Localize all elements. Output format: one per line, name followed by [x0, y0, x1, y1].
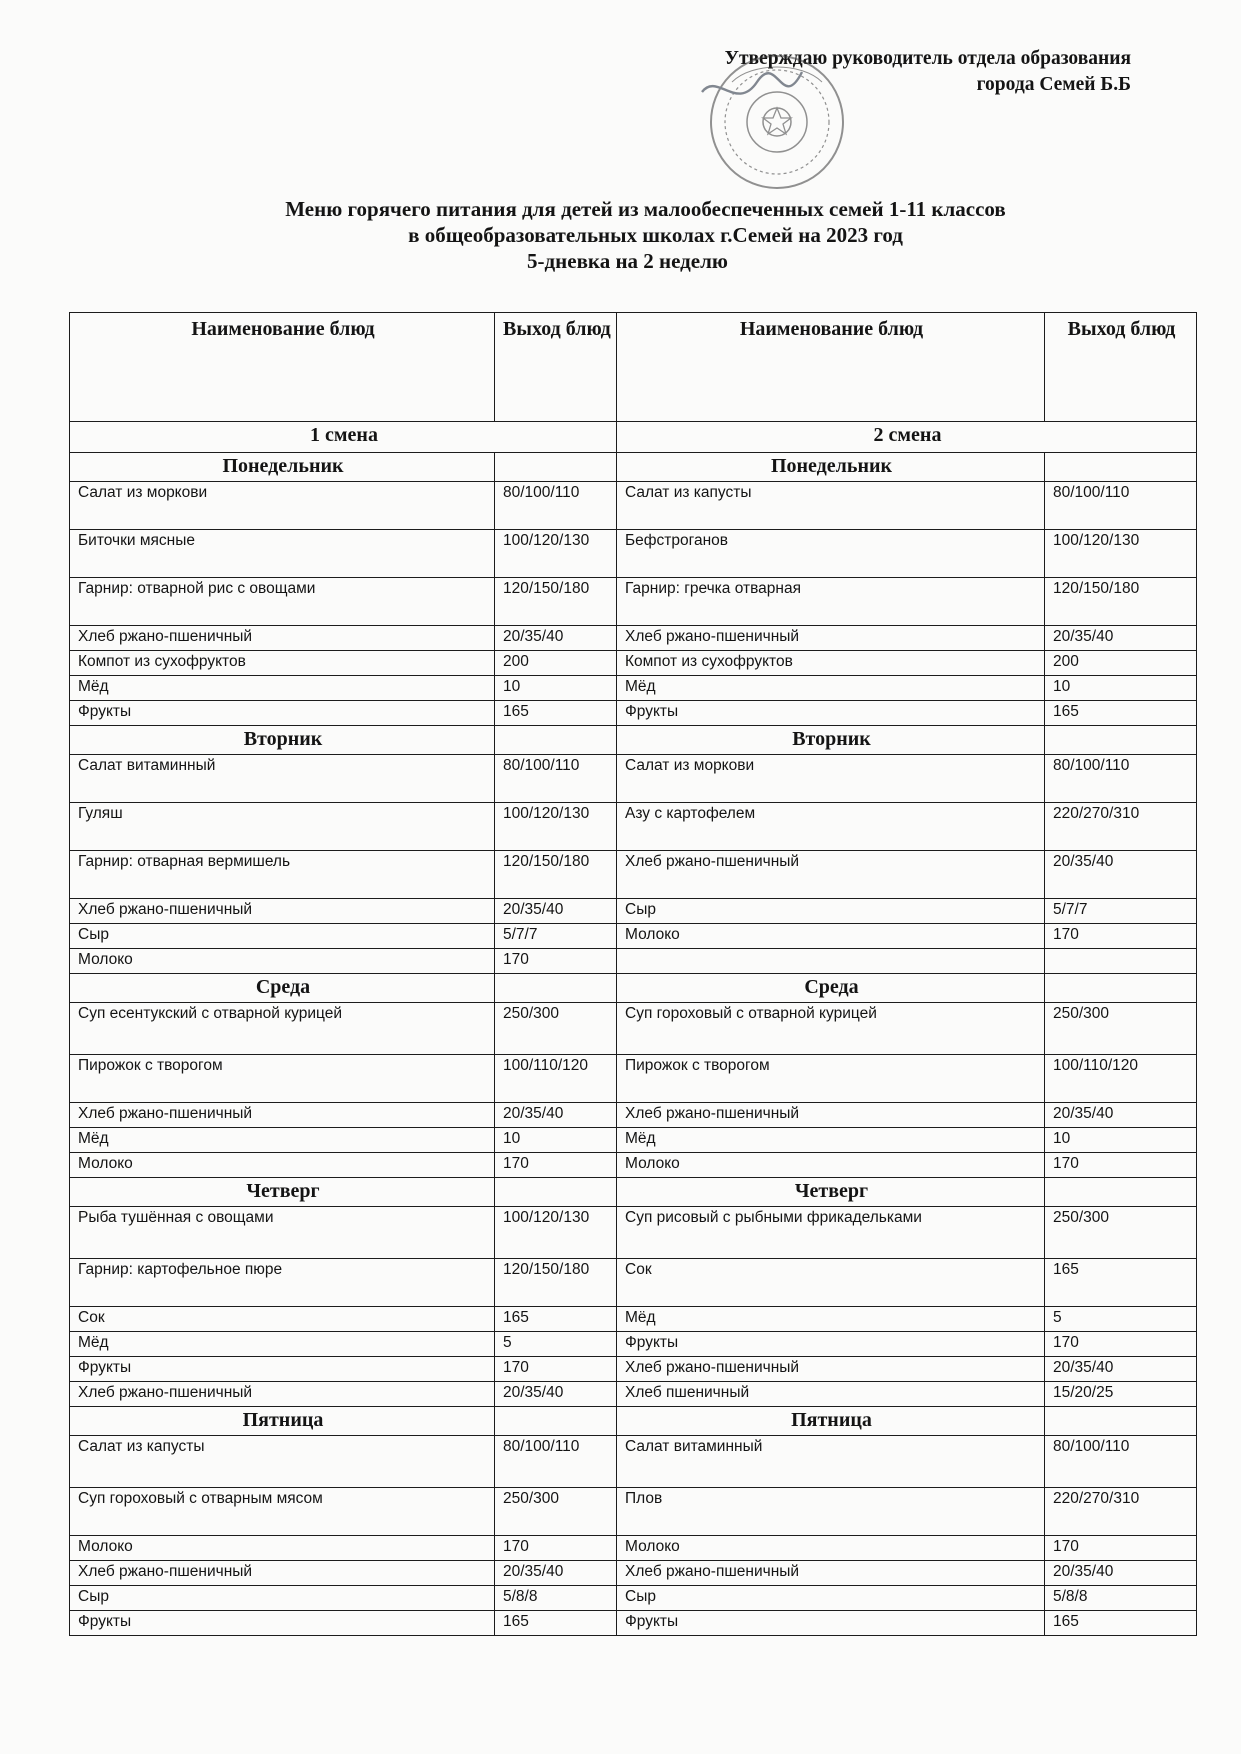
menu-row — [70, 1259, 1197, 1307]
menu-row — [70, 701, 1197, 726]
day-empty-cell — [495, 726, 617, 755]
dish-yield-shift-1: 250/300 — [495, 1488, 617, 1536]
dish-yield-shift-2: 220/270/310 — [1045, 1488, 1197, 1536]
dish-name-shift-1: Фрукты — [70, 1611, 495, 1636]
menu-row — [70, 755, 1197, 803]
dish-name-shift-1: Сок — [70, 1307, 495, 1332]
menu-row — [70, 1332, 1197, 1357]
dish-name-shift-1: Сыр — [70, 924, 495, 949]
dish-name-shift-1: Гуляш — [70, 803, 495, 851]
dish-name-shift-1: Хлеб ржано-пшеничный — [70, 1561, 495, 1586]
dish-name-shift-2: Мёд — [617, 1307, 1045, 1332]
dish-yield-shift-2: 250/300 — [1045, 1003, 1197, 1055]
dish-yield-shift-2: 165 — [1045, 1259, 1197, 1307]
dish-name-shift-2: Азу с картофелем — [617, 803, 1045, 851]
day-name-shift-1: Среда — [70, 974, 495, 1003]
menu-row — [70, 1436, 1197, 1488]
dish-yield-shift-1: 5/8/8 — [495, 1586, 617, 1611]
dish-name-shift-2: Мёд — [617, 1128, 1045, 1153]
day-row-wednesday — [70, 974, 1197, 1003]
dish-yield-shift-2: 20/35/40 — [1045, 1103, 1197, 1128]
day-empty-cell — [1045, 453, 1197, 482]
menu-row — [70, 899, 1197, 924]
approval-line-2: города Семей Б.Б — [976, 74, 1131, 95]
dish-name-shift-1: Суп есентукский с отварной курицей — [70, 1003, 495, 1055]
dish-yield-shift-2: 80/100/110 — [1045, 755, 1197, 803]
menu-row — [70, 1103, 1197, 1128]
dish-yield-shift-2: 5/7/7 — [1045, 899, 1197, 924]
day-empty-cell — [495, 453, 617, 482]
dish-yield-shift-2: 10 — [1045, 676, 1197, 701]
dish-name-shift-1: Фрукты — [70, 1357, 495, 1382]
title-line-3: 5-дневка на 2 неделю — [527, 249, 728, 273]
menu-row — [70, 1128, 1197, 1153]
menu-row — [70, 1055, 1197, 1103]
dish-name-shift-2: Суп гороховый с отварной курицей — [617, 1003, 1045, 1055]
dish-yield-shift-2 — [1045, 949, 1197, 974]
dish-name-shift-1: Гарнир: картофельное пюре — [70, 1259, 495, 1307]
menu-row — [70, 924, 1197, 949]
dish-name-shift-2: Компот из сухофруктов — [617, 651, 1045, 676]
dish-name-shift-2: Фрукты — [617, 1332, 1045, 1357]
dish-name-shift-2: Хлеб ржано-пшеничный — [617, 1561, 1045, 1586]
dish-name-shift-2: Молоко — [617, 924, 1045, 949]
dish-name-shift-2: Суп рисовый с рыбными фрикадельками — [617, 1207, 1045, 1259]
day-empty-cell — [495, 1178, 617, 1207]
header-row — [70, 313, 1197, 422]
approval-line-1: Утверждаю руководитель отдела образования — [724, 48, 1131, 69]
dish-yield-shift-2: 80/100/110 — [1045, 1436, 1197, 1488]
dish-name-shift-1: Молоко — [70, 1153, 495, 1178]
dish-name-shift-1: Пирожок с творогом — [70, 1055, 495, 1103]
header-dish-1: Наименование блюд — [70, 313, 495, 422]
dish-yield-shift-2: 220/270/310 — [1045, 803, 1197, 851]
dish-yield-shift-1: 170 — [495, 1153, 617, 1178]
dish-yield-shift-2: 100/110/120 — [1045, 1055, 1197, 1103]
day-row-tuesday — [70, 726, 1197, 755]
dish-yield-shift-1: 80/100/110 — [495, 1436, 617, 1488]
dish-yield-shift-1: 20/35/40 — [495, 1382, 617, 1407]
dish-name-shift-2: Молоко — [617, 1153, 1045, 1178]
menu-row — [70, 1307, 1197, 1332]
menu-row — [70, 1207, 1197, 1259]
day-empty-cell — [495, 974, 617, 1003]
day-row-friday — [70, 1407, 1197, 1436]
day-row-monday — [70, 453, 1197, 482]
dish-yield-shift-2: 20/35/40 — [1045, 626, 1197, 651]
dish-name-shift-1: Молоко — [70, 1536, 495, 1561]
menu-row — [70, 1586, 1197, 1611]
day-empty-cell — [1045, 1178, 1197, 1207]
dish-yield-shift-2: 165 — [1045, 1611, 1197, 1636]
dish-yield-shift-1: 120/150/180 — [495, 1259, 617, 1307]
dish-name-shift-1: Биточки мясные — [70, 530, 495, 578]
dish-yield-shift-1: 170 — [495, 949, 617, 974]
dish-name-shift-1: Компот из сухофруктов — [70, 651, 495, 676]
dish-name-shift-2: Сок — [617, 1259, 1045, 1307]
day-empty-cell — [1045, 974, 1197, 1003]
dish-name-shift-1: Хлеб ржано-пшеничный — [70, 1382, 495, 1407]
dish-name-shift-2: Хлеб ржано-пшеничный — [617, 1357, 1045, 1382]
dish-name-shift-2: Сыр — [617, 1586, 1045, 1611]
dish-yield-shift-1: 5 — [495, 1332, 617, 1357]
dish-yield-shift-2: 80/100/110 — [1045, 482, 1197, 530]
dish-yield-shift-1: 80/100/110 — [495, 755, 617, 803]
dish-yield-shift-1: 20/35/40 — [495, 1103, 617, 1128]
day-row-thursday — [70, 1178, 1197, 1207]
dish-yield-shift-1: 20/35/40 — [495, 1561, 617, 1586]
day-name-shift-1: Вторник — [70, 726, 495, 755]
shift-row — [70, 422, 1197, 453]
dish-yield-shift-2: 250/300 — [1045, 1207, 1197, 1259]
day-empty-cell — [495, 1407, 617, 1436]
menu-row — [70, 1003, 1197, 1055]
dish-name-shift-1: Салат из капусты — [70, 1436, 495, 1488]
dish-yield-shift-1: 20/35/40 — [495, 899, 617, 924]
menu-row — [70, 651, 1197, 676]
dish-yield-shift-1: 165 — [495, 701, 617, 726]
day-name-shift-2: Понедельник — [617, 453, 1045, 482]
dish-name-shift-1: Салат из моркови — [70, 482, 495, 530]
menu-row — [70, 1561, 1197, 1586]
dish-name-shift-1: Хлеб ржано-пшеничный — [70, 1103, 495, 1128]
dish-name-shift-2: Салат из моркови — [617, 755, 1045, 803]
menu-row — [70, 1153, 1197, 1178]
title-line-1: Меню горячего питания для детей из малообеспеченных семей 1-11 классов — [285, 197, 1006, 221]
dish-name-shift-2: Молоко — [617, 1536, 1045, 1561]
dish-yield-shift-2: 200 — [1045, 651, 1197, 676]
dish-name-shift-2: Фрукты — [617, 1611, 1045, 1636]
dish-yield-shift-1: 120/150/180 — [495, 578, 617, 626]
dish-name-shift-1: Салат витаминный — [70, 755, 495, 803]
header-yield-2: Выход блюд — [1045, 313, 1197, 422]
menu-row — [70, 676, 1197, 701]
dish-name-shift-1: Сыр — [70, 1586, 495, 1611]
menu-row — [70, 1357, 1197, 1382]
dish-name-shift-2: Фрукты — [617, 701, 1045, 726]
dish-yield-shift-2: 165 — [1045, 701, 1197, 726]
dish-name-shift-1: Мёд — [70, 1332, 495, 1357]
day-name-shift-2: Вторник — [617, 726, 1045, 755]
menu-row — [70, 530, 1197, 578]
dish-name-shift-1: Рыба тушённая с овощами — [70, 1207, 495, 1259]
approval-block — [571, 46, 1131, 98]
dish-yield-shift-1: 100/120/130 — [495, 530, 617, 578]
dish-yield-shift-1: 170 — [495, 1357, 617, 1382]
menu-row — [70, 851, 1197, 899]
dish-name-shift-2: Гарнир: гречка отварная — [617, 578, 1045, 626]
day-empty-cell — [1045, 1407, 1197, 1436]
dish-name-shift-1: Фрукты — [70, 701, 495, 726]
menu-row — [70, 482, 1197, 530]
dish-yield-shift-1: 10 — [495, 1128, 617, 1153]
dish-name-shift-1: Гарнир: отварная вермишель — [70, 851, 495, 899]
dish-name-shift-2: Мёд — [617, 676, 1045, 701]
dish-name-shift-1: Суп гороховый с отварным мясом — [70, 1488, 495, 1536]
dish-yield-shift-2: 170 — [1045, 1332, 1197, 1357]
dish-name-shift-2: Салат из капусты — [617, 482, 1045, 530]
dish-name-shift-2: Пирожок с творогом — [617, 1055, 1045, 1103]
dish-name-shift-1: Молоко — [70, 949, 495, 974]
dish-yield-shift-2: 10 — [1045, 1128, 1197, 1153]
dish-yield-shift-2: 170 — [1045, 1153, 1197, 1178]
dish-yield-shift-2: 170 — [1045, 1536, 1197, 1561]
dish-yield-shift-1: 165 — [495, 1307, 617, 1332]
dish-yield-shift-1: 100/120/130 — [495, 1207, 617, 1259]
dish-yield-shift-1: 250/300 — [495, 1003, 617, 1055]
day-name-shift-1: Понедельник — [70, 453, 495, 482]
day-name-shift-2: Среда — [617, 974, 1045, 1003]
header-yield-1: Выход блюд — [495, 313, 617, 422]
dish-yield-shift-1: 5/7/7 — [495, 924, 617, 949]
dish-name-shift-2: Хлеб ржано-пшеничный — [617, 626, 1045, 651]
dish-name-shift-2: Сыр — [617, 899, 1045, 924]
day-name-shift-2: Четверг — [617, 1178, 1045, 1207]
menu-row — [70, 1536, 1197, 1561]
dish-yield-shift-2: 20/35/40 — [1045, 1357, 1197, 1382]
dish-yield-shift-1: 80/100/110 — [495, 482, 617, 530]
dish-name-shift-1: Гарнир: отварной рис с овощами — [70, 578, 495, 626]
menu-row — [70, 626, 1197, 651]
dish-yield-shift-1: 20/35/40 — [495, 626, 617, 651]
dish-yield-shift-1: 170 — [495, 1536, 617, 1561]
dish-yield-shift-2: 20/35/40 — [1045, 851, 1197, 899]
day-empty-cell — [1045, 726, 1197, 755]
menu-row — [70, 1611, 1197, 1636]
menu-row — [70, 803, 1197, 851]
dish-name-shift-2: Хлеб ржано-пшеничный — [617, 1103, 1045, 1128]
shift-1-label: 1 смена — [70, 422, 617, 453]
dish-yield-shift-1: 10 — [495, 676, 617, 701]
document-title — [0, 196, 1241, 274]
shift-2-label: 2 смена — [617, 422, 1197, 453]
dish-yield-shift-2: 20/35/40 — [1045, 1561, 1197, 1586]
dish-yield-shift-1: 100/110/120 — [495, 1055, 617, 1103]
dish-name-shift-2: Плов — [617, 1488, 1045, 1536]
day-name-shift-1: Четверг — [70, 1178, 495, 1207]
menu-table — [69, 312, 1197, 1636]
dish-yield-shift-1: 200 — [495, 651, 617, 676]
menu-row — [70, 1488, 1197, 1536]
dish-name-shift-1: Мёд — [70, 676, 495, 701]
dish-name-shift-2: Бефстроганов — [617, 530, 1045, 578]
dish-yield-shift-2: 120/150/180 — [1045, 578, 1197, 626]
dish-yield-shift-1: 165 — [495, 1611, 617, 1636]
dish-name-shift-2 — [617, 949, 1045, 974]
dish-yield-shift-2: 170 — [1045, 924, 1197, 949]
dish-name-shift-1: Хлеб ржано-пшеничный — [70, 899, 495, 924]
header-dish-2: Наименование блюд — [617, 313, 1045, 422]
dish-name-shift-2: Хлеб ржано-пшеничный — [617, 851, 1045, 899]
day-name-shift-1: Пятница — [70, 1407, 495, 1436]
dish-name-shift-1: Мёд — [70, 1128, 495, 1153]
menu-row — [70, 578, 1197, 626]
dish-yield-shift-2: 5 — [1045, 1307, 1197, 1332]
dish-yield-shift-1: 120/150/180 — [495, 851, 617, 899]
dish-name-shift-2: Салат витаминный — [617, 1436, 1045, 1488]
dish-yield-shift-2: 5/8/8 — [1045, 1586, 1197, 1611]
dish-name-shift-1: Хлеб ржано-пшеничный — [70, 626, 495, 651]
dish-name-shift-2: Хлеб пшеничный — [617, 1382, 1045, 1407]
dish-yield-shift-2: 15/20/25 — [1045, 1382, 1197, 1407]
dish-yield-shift-1: 100/120/130 — [495, 803, 617, 851]
menu-row — [70, 949, 1197, 974]
menu-row — [70, 1382, 1197, 1407]
title-line-2: в общеобразовательных школах г.Семей на 2023 год — [408, 223, 903, 247]
dish-yield-shift-2: 100/120/130 — [1045, 530, 1197, 578]
day-name-shift-2: Пятница — [617, 1407, 1045, 1436]
